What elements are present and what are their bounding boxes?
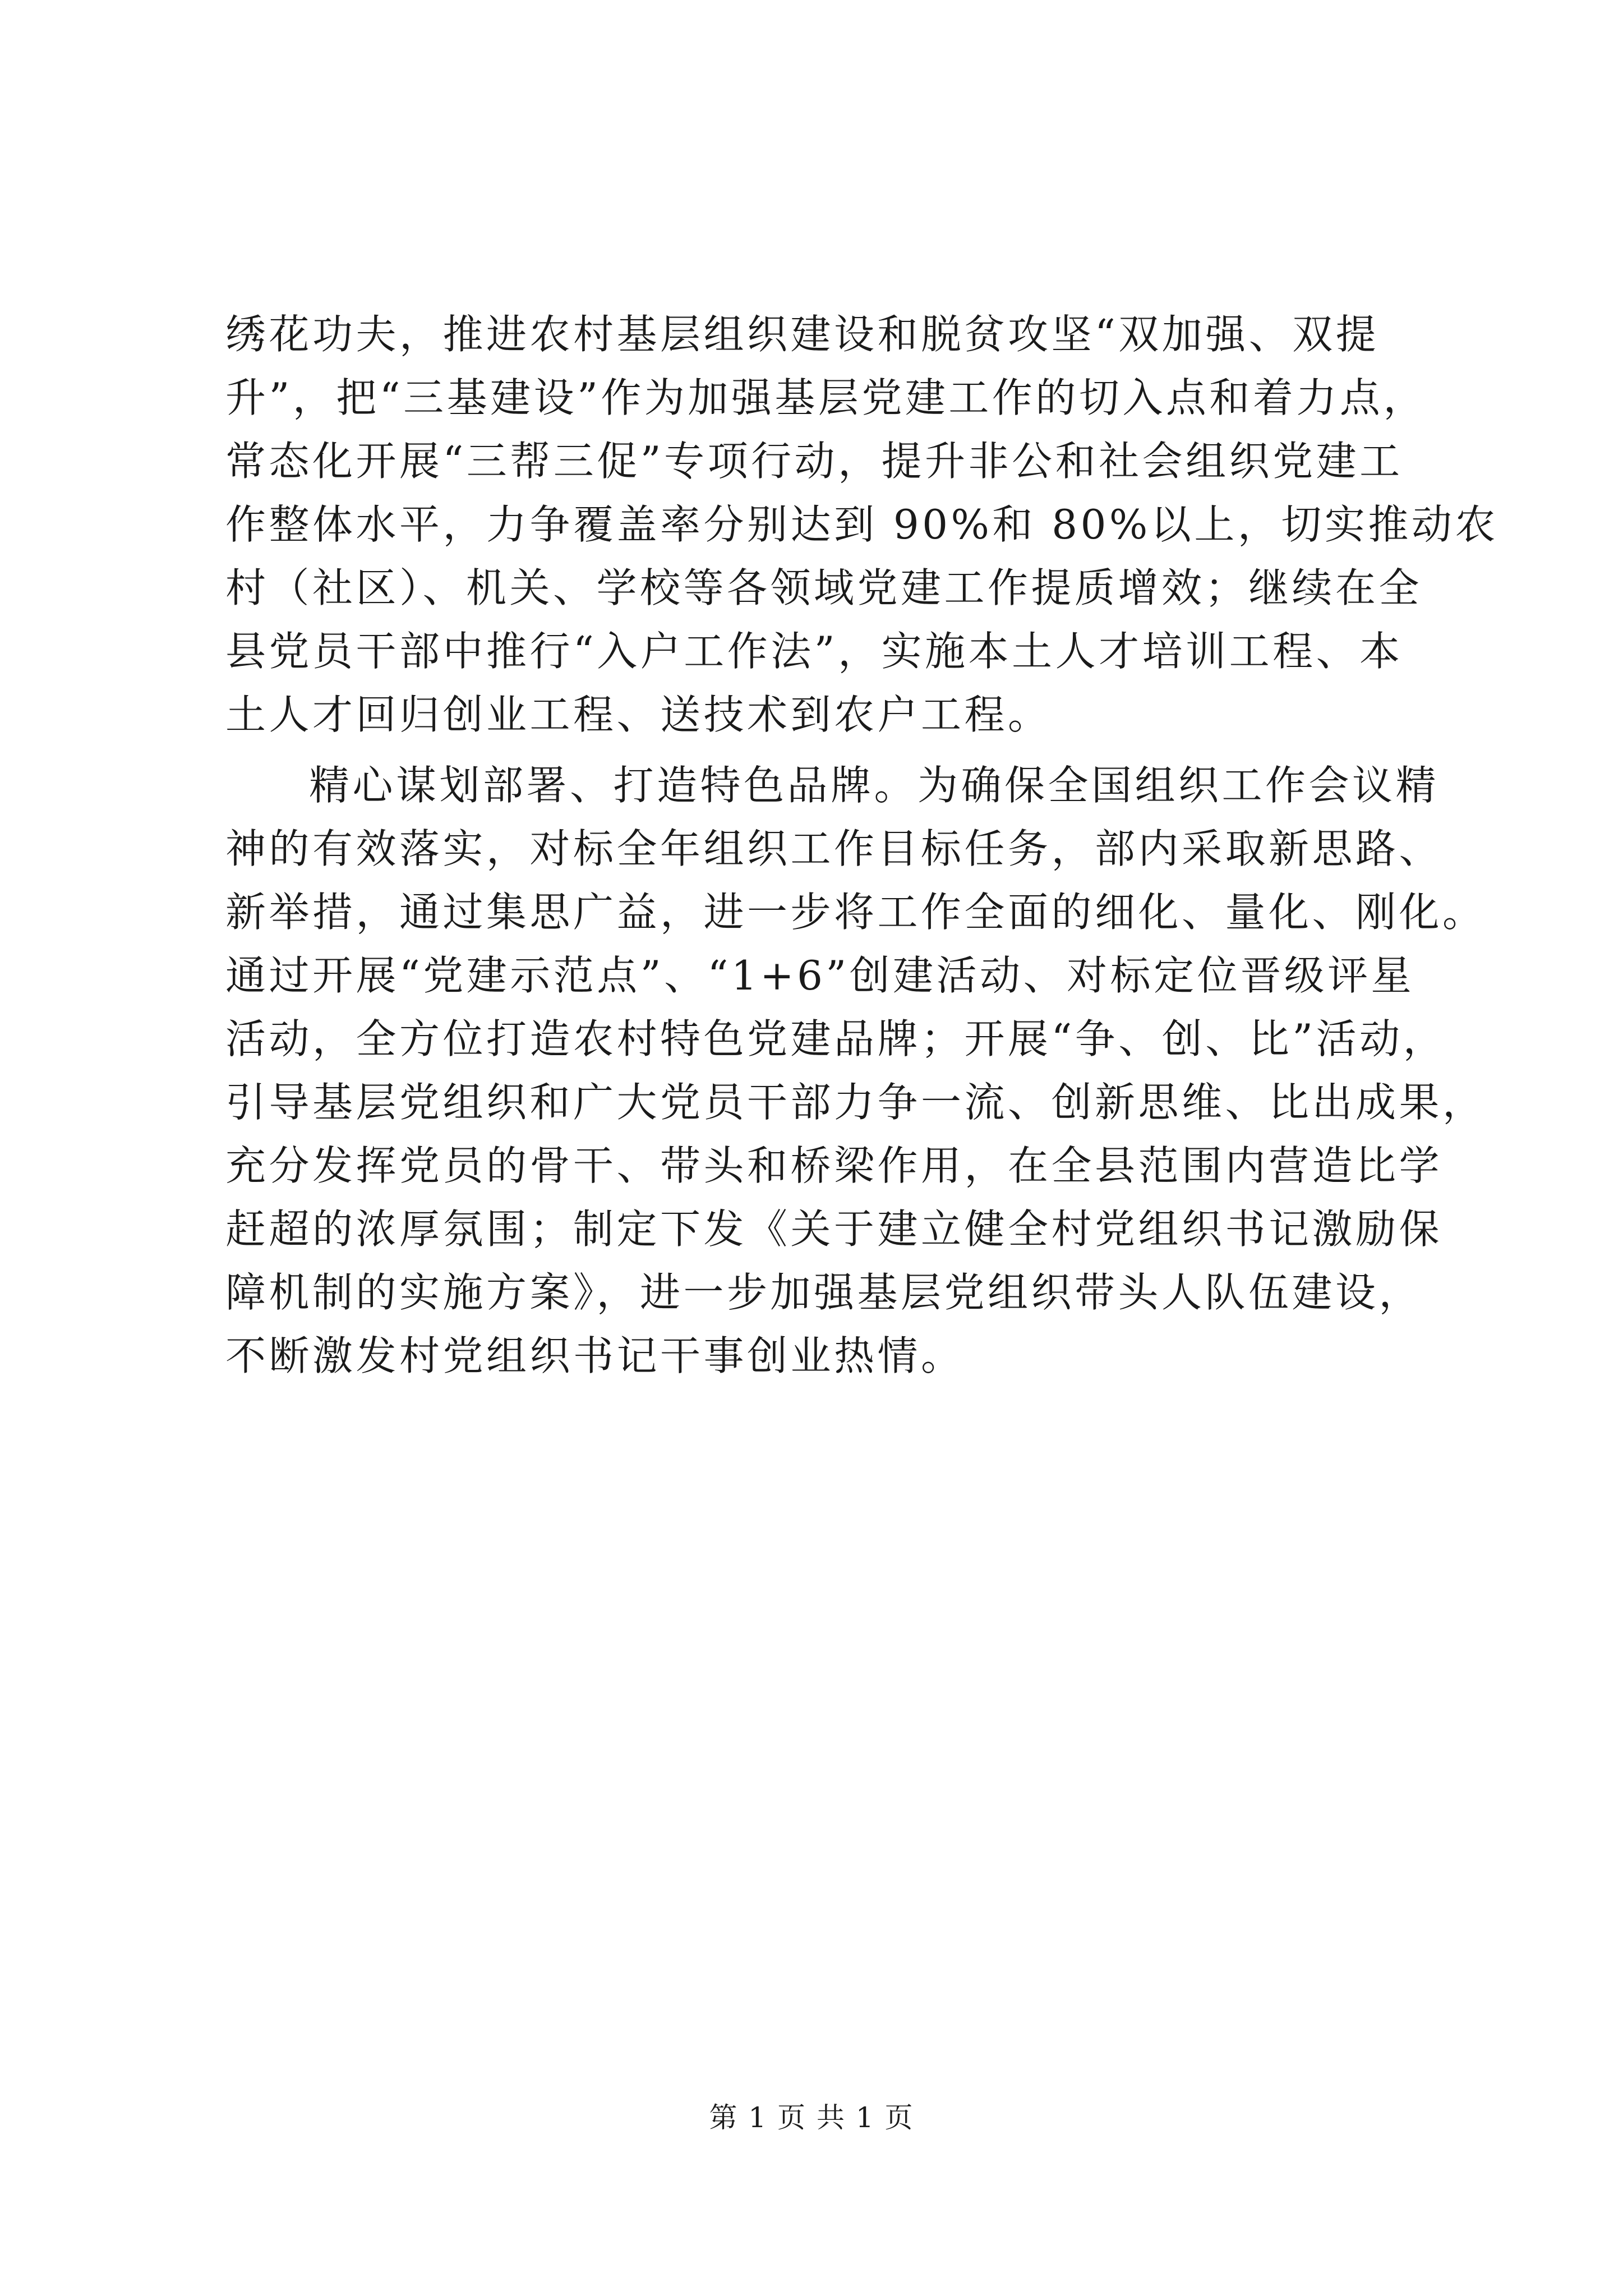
paragraph-1-line-7: 土人才回归创业工程、送技术到农户工程。 bbox=[225, 691, 1052, 738]
paragraph-2-line-3: 新举措，通过集思广益，进一步将工作全面的细化、量化、刚化。 bbox=[225, 889, 1486, 936]
paragraph-1-line-3: 常态化开展“三帮三促”专项行动，提升非公和社会组织党建工 bbox=[225, 438, 1403, 485]
paragraph-2-line-1: 精心谋划部署、打造特色品牌。为确保全国组织工作会议精 bbox=[309, 762, 1440, 809]
paragraph-2-line-8: 赶超的浓厚氛围；制定下发《关于建立健全村党组织书记激励保 bbox=[225, 1205, 1443, 1253]
paragraph-2-line-5: 活动，全方位打造农村特色党建品牌；开展“争、创、比”活动， bbox=[225, 1015, 1447, 1062]
paragraph-2-line-6: 引导基层党组织和广大党员干部力争一流、创新思维、比出成果， bbox=[225, 1079, 1486, 1126]
paragraph-2-line-9: 障机制的实施方案》，进一步加强基层党组织带头人队伍建设， bbox=[225, 1269, 1423, 1316]
paragraph-1-line-4: 作整体水平，力争覆盖率分别达到 90%和 80%以上，切实推动农 bbox=[225, 501, 1498, 548]
paragraph-2-line-2: 神的有效落实，对标全年组织工作目标任务，部内采取新思路、 bbox=[225, 825, 1443, 872]
paragraph-1-line-6: 县党员干部中推行“入户工作法”，实施本土人才培训工程、本 bbox=[225, 628, 1403, 675]
paragraph-1-line-1: 绣花功夫，推进农村基层组织建设和脱贫攻坚“双加强、双提 bbox=[225, 311, 1380, 358]
paragraph-2-line-10: 不断激发村党组织书记干事创业热情。 bbox=[225, 1332, 965, 1379]
paragraph-2-line-4: 通过开展“党建示范点”、“1+6”创建活动、对标定位晋级评星 bbox=[225, 952, 1415, 999]
paragraph-2-line-7: 充分发挥党员的骨干、带头和桥梁作用，在全县范围内营造比学 bbox=[225, 1142, 1443, 1189]
page-footer: 第 1 页 共 1 页 bbox=[709, 2101, 914, 2134]
paragraph-1-line-2: 升”，把“三基建设”作为加强基层党建工作的切入点和着力点， bbox=[225, 374, 1427, 421]
paragraph-1-line-5: 村（社区）、机关、学校等各领域党建工作提质增效；继续在全 bbox=[225, 564, 1423, 611]
